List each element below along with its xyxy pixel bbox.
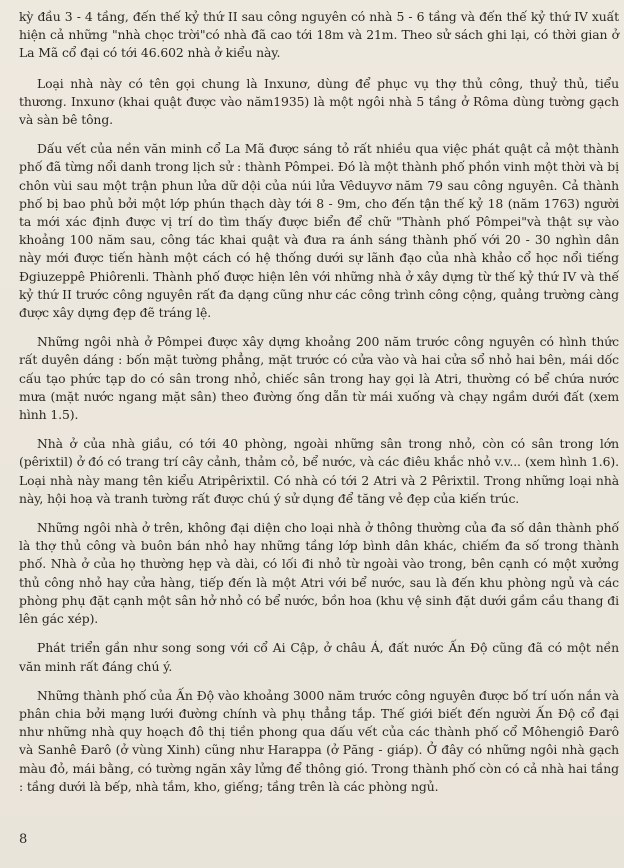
paragraph-india-intro: Phát triển gần như song song với cổ Ai Cập, ở châu Á, đất nước Ấn Độ cũng đã có một nền văn minh rất đáng chú ý. — [19, 640, 619, 674]
paragraph-rich-houses: Nhà ở của nhà giầu, có tới 40 phòng, ngoài những sân trong nhỏ, còn có sân trong lớn (pêrixtil) ở đó có trang trí cây cảnh, thảm cỏ, bể nước, và các điêu khắc nhỏ v.v... (xem hình 1.6). Loại nhà này mang tên kiểu Atripêrixtil. Có nhà có tới 2 Atri và 2 Pêrixtil. Trong những loại nhà này, hội hoạ và tranh tường rất được chú ý sử dụng để tăng vẻ đẹp của kiến trúc. — [19, 436, 619, 506]
page-number: 8 — [19, 832, 28, 847]
paragraph-pompei-excavation: Dấu vết của nền văn minh cổ La Mã được sáng tỏ rất nhiều qua việc phát quật cả một thành phố đã từng nổi danh trong lịch sử : thành Pômpei. Đó là một thành phố phồn vinh một thời và bị chôn vùi sau một trận phun lửa dữ dội của núi lửa Vêduyvơ năm 79 sau công nguyên. Cả thành phố bị bao phủ bởi một lớp phún thạch dày tới 8 - 9m, cho đến tận thế kỷ 18 (năm 1763) người ta mới xác định được vị trí do tìm thấy được biển để chữ "Thành phố Pômpei"và thật sự vào khoảng 100 năm sau, công tác khai quật và đưa ra ánh sáng thành phố với 20 - 30 nghìn dân này mới được tiến hành một cách có hệ thống dưới sự lãnh đạo của nhà khảo cổ học nổi tiếng Đgiuzeppê Phiôrenli. Thành phố được hiện lên với những nhà ở xây dựng từ thế kỷ thứ IV và thế kỷ thứ II trước công nguyên rất đa dạng cũng như các công trình công cộng, quảng trường càng được xây dựng đẹp đẽ tráng lệ. — [19, 141, 619, 321]
paragraph-common-houses: Những ngôi nhà ở trên, không đại diện cho loại nhà ở thông thường của đa số dân thành phố là thợ thủ công và buôn bán nhỏ hay những tầng lớp bình dân khác, chiếm đa số trong thành phố. Nhà ở của họ thường hẹp và dài, có lối đi nhỏ từ ngoài vào trong, bên cạnh có một xưởng thủ công nhỏ hay cửa hàng, tiếp đến là một Atri với bể nước, sau là đến khu phòng ngủ và các phòng phụ đặt cạnh một sân hở nhỏ có bể nước, bồn hoa (khu vệ sinh đặt dưới gầm cầu thang đi lên gác xép). — [19, 520, 619, 627]
paragraph-continued: kỳ đầu 3 - 4 tầng, đến thế kỷ thứ II sau công nguyên có nhà 5 - 6 tầng và đến thế kỷ thứ IV xuất hiện cả những "nhà chọc trời"có nhà đã cao tới 18m và 21m. Theo sử sách ghi lại, có thời gian ở La Mã cổ đại có tới 46.602 nhà ở kiểu này. — [19, 9, 619, 61]
body-text — [19, 8, 619, 807]
paragraph-pompei-houses: Những ngôi nhà ở Pômpei được xây dựng khoảng 200 năm trước công nguyên có hình thức rất duyên dáng : bốn mặt tường phẳng, mặt trước có cửa vào và hai cửa sổ nhỏ hai bên, mái dốc cấu tạo phức tạp do có sân trong nhỏ, chiếc sân trong hay gọi là Atri, thường có bể chứa nước mưa (mặt nước ngang mặt sân) theo đường ống dẫn từ mái xuống và chạy ngầm dưới đất (xem hình 1.5). — [19, 334, 619, 423]
paragraph-inxuno: Loại nhà này có tên gọi chung là Inxunơ, dùng để phục vụ thợ thủ công, thuỷ thủ, tiểu thương. Inxunơ (khai quật được vào năm1935) là một ngôi nhà 5 tầng ở Rôma dùng tường gạch và sàn bê tông. — [19, 75, 619, 128]
paragraph-india-cities: Những thành phố của Ấn Độ vào khoảng 3000 năm trước công nguyên được bố trí uốn nắn và phân chia bởi mạng lưới đường chính và phụ thẳng tắp. Thế giới biết đến người Ấn Độ cổ đại như những nhà quy hoạch đô thị tiền phong qua dấu vết của các thành phố cổ Môhengiô Đarô và Sanhê Đarô (ở vùng Xinh) cũng như Harappa (ở Păng - giáp). Ở đây có những ngôi nhà gạch màu đỏ, mái bằng, có tường ngăn xây lửng để thông gió. Trong thành phố còn có cả nhà hai tầng : tầng dưới là bếp, nhà tắm, kho, giếng; tầng trên là các phòng ngủ. — [19, 687, 620, 794]
